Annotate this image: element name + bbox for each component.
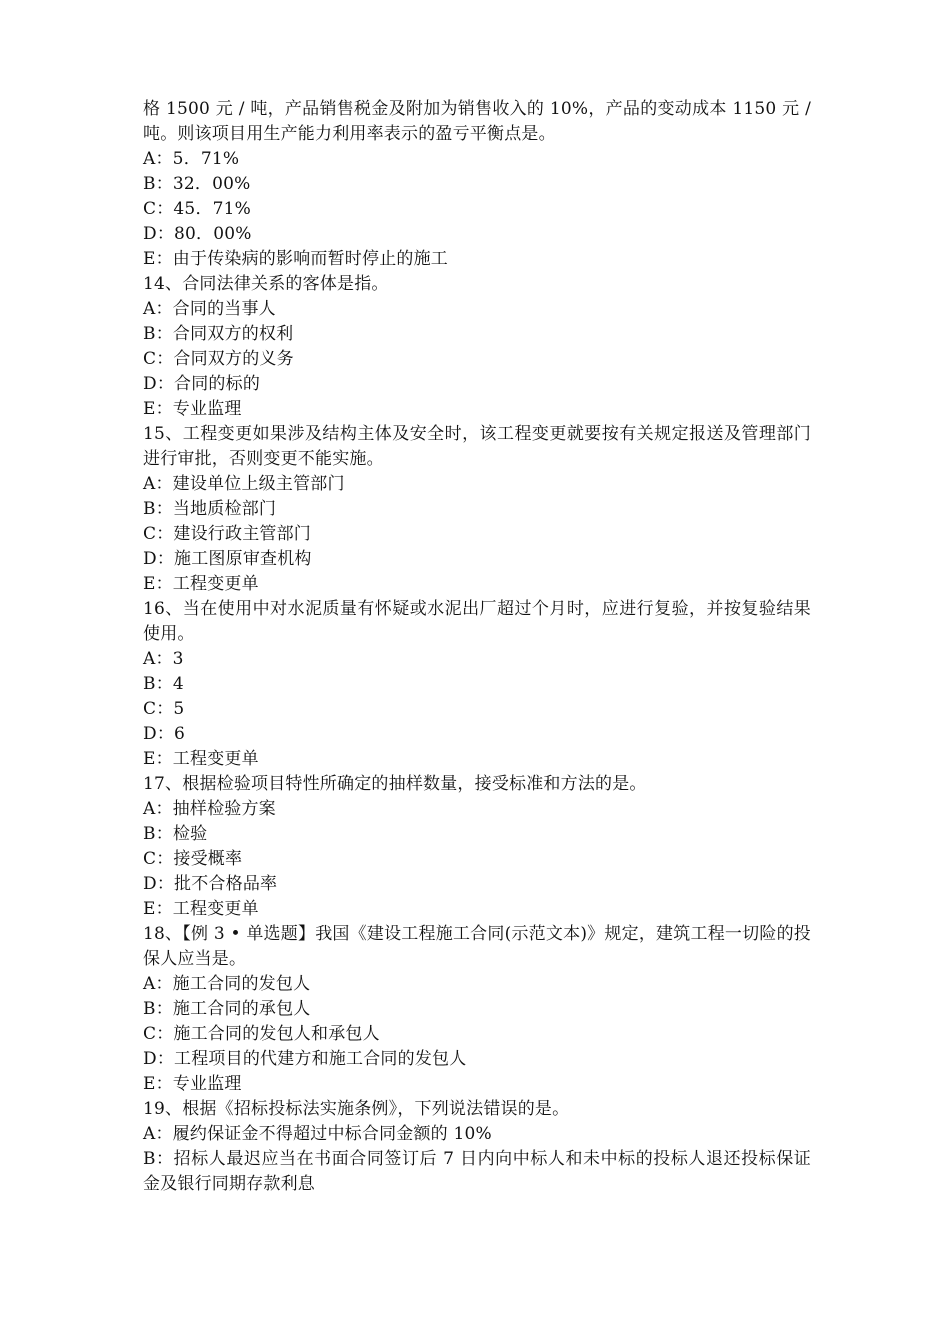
question-13-option-b: B：32．00%: [143, 174, 251, 194]
question-16-stem: 16、当在使用中对水泥质量有怀疑或水泥出厂超过个月时，应进行复验，并按复验结果使用。: [143, 599, 811, 644]
question-18-stem: 18、【例 3 • 单选题】我国《建设工程施工合同(示范文本)》规定，建筑工程一切险的投保人应当是。: [143, 924, 811, 969]
question-14-option-a: A：合同的当事人: [143, 299, 276, 319]
question-15-option-c: C：建设行政主管部门: [143, 524, 312, 544]
question-15-option-d: D：施工图原审查机构: [143, 549, 312, 569]
question-18-option-c: C：施工合同的发包人和承包人: [143, 1024, 380, 1044]
question-17-option-e: E：工程变更单: [143, 899, 259, 919]
question-15-option-e: E：工程变更单: [143, 574, 259, 594]
question-17-option-d: D：批不合格品率: [143, 874, 278, 894]
question-13-stem: 格 1500 元 / 吨，产品销售税金及附加为销售收入的 10%，产品的变动成本 1150 元 / 吨。则该项目用生产能力利用率表示的盈亏平衡点是。: [143, 99, 811, 144]
question-19-option-b: B：招标人最迟应当在书面合同签订后 7 日内向中标人和未中标的投标人退还投标保证金及银行同期存款利息: [143, 1149, 811, 1194]
question-18-option-b: B：施工合同的承包人: [143, 999, 311, 1019]
question-17-option-c: C：接受概率: [143, 849, 243, 869]
question-16-option-b: B：4: [143, 674, 184, 694]
question-19-stem: 19、根据《招标投标法实施条例》，下列说法错误的是。: [143, 1099, 570, 1119]
question-15-stem: 15、工程变更如果涉及结构主体及安全时，该工程变更就要按有关规定报送及管理部门进行审批，否则变更不能实施。: [143, 424, 811, 469]
question-13-option-c: C：45．71%: [143, 199, 252, 219]
question-16-option-d: D：6: [143, 724, 186, 744]
question-16-option-e: E：工程变更单: [143, 749, 259, 769]
question-14-option-e: E：专业监理: [143, 399, 242, 419]
question-17-option-b: B：检验: [143, 824, 208, 844]
question-18-option-a: A：施工合同的发包人: [143, 974, 311, 994]
question-19-option-a: A：履约保证金不得超过中标合同金额的 10%: [143, 1124, 492, 1144]
question-14-stem: 14、合同法律关系的客体是指。: [143, 274, 389, 294]
question-13-option-a: A：5．71%: [143, 149, 240, 169]
question-13-option-e: E：由于传染病的影响而暂时停止的施工: [143, 249, 449, 269]
question-16-option-c: C：5: [143, 699, 185, 719]
question-14-option-c: C：合同双方的义务: [143, 349, 294, 369]
question-14-option-d: D：合同的标的: [143, 374, 261, 394]
question-15-option-a: A：建设单位上级主管部门: [143, 474, 345, 494]
question-17-stem: 17、根据检验项目特性所确定的抽样数量，接受标准和方法的是。: [143, 774, 647, 794]
document-body: [143, 97, 811, 1197]
question-15-option-b: B：当地质检部门: [143, 499, 277, 519]
question-18-option-e: E：专业监理: [143, 1074, 242, 1094]
question-16-option-a: A：3: [143, 649, 184, 669]
question-18-option-d: D：工程项目的代建方和施工合同的发包人: [143, 1049, 467, 1069]
question-13-option-d: D：80．00%: [143, 224, 252, 244]
question-17-option-a: A：抽样检验方案: [143, 799, 276, 819]
question-14-option-b: B：合同双方的权利: [143, 324, 294, 344]
